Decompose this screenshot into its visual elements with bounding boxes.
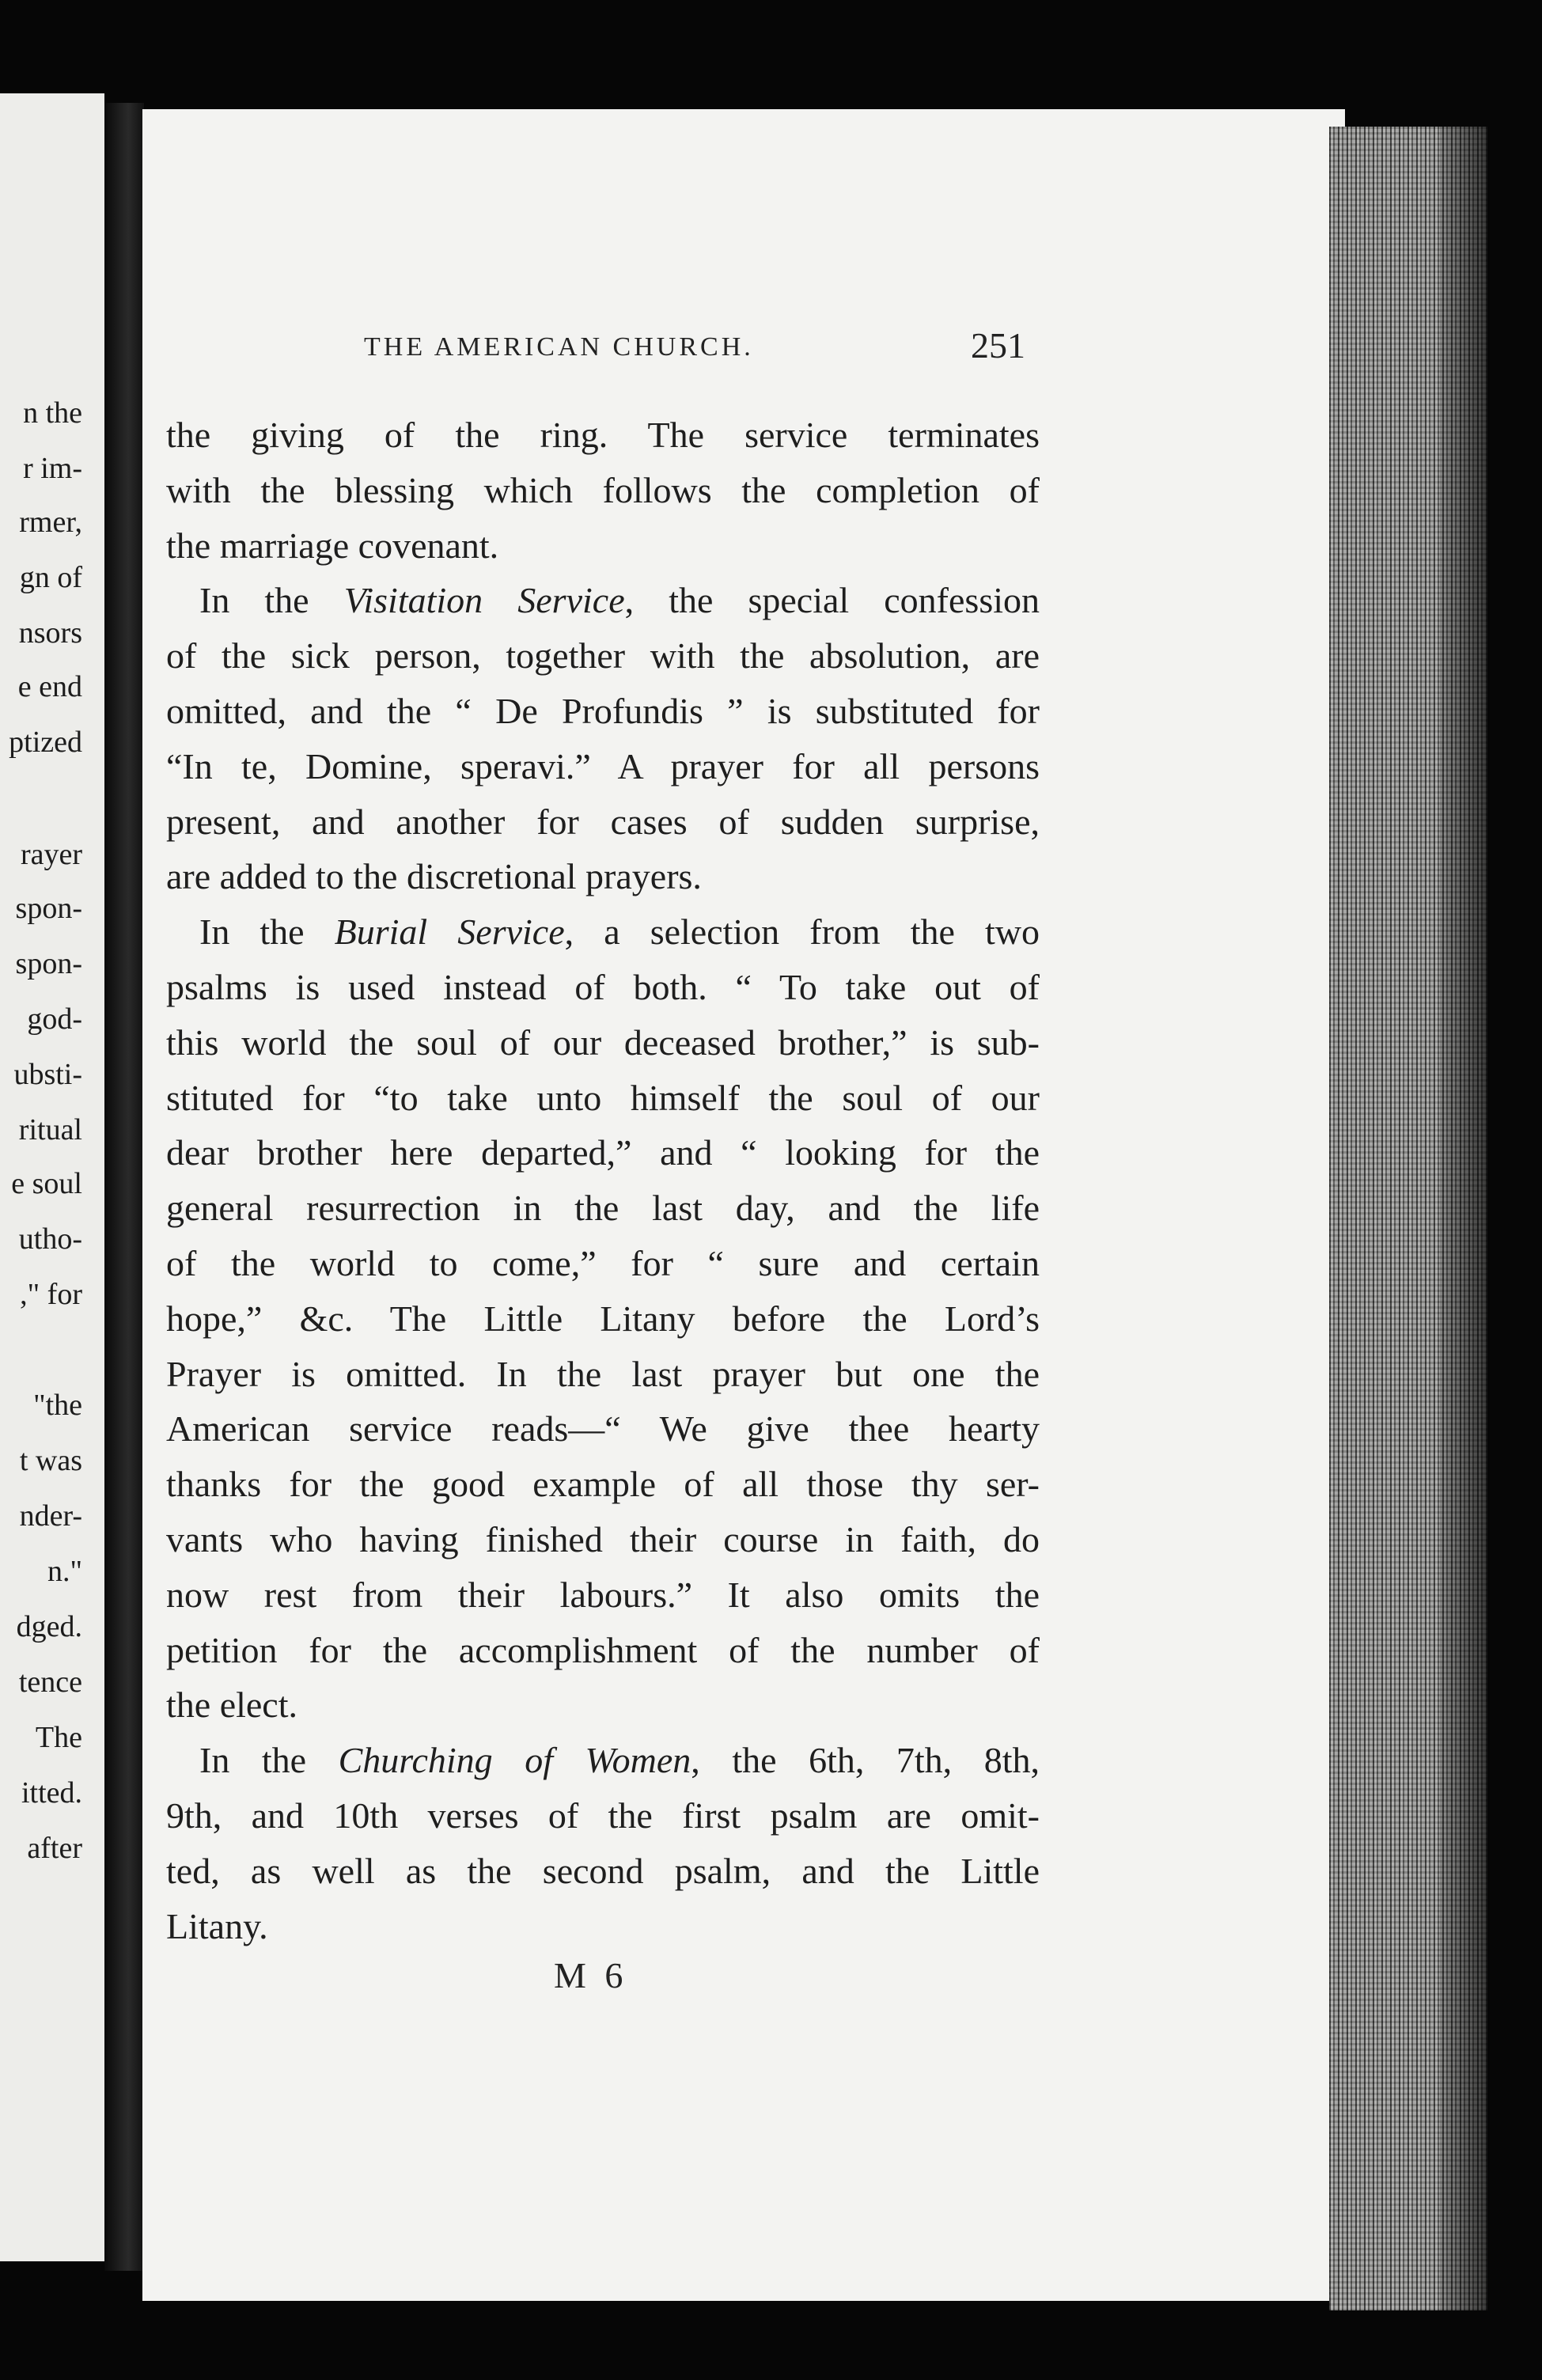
text-line [166,407,1040,463]
text-line [166,1457,1040,1512]
text-line [166,739,1040,794]
facing-page-line-fragment: rmer, [19,506,82,539]
text-line [166,1125,1040,1181]
facing-page-line-fragment: nsors [18,616,82,650]
facing-page-line-fragment: spon- [15,947,82,980]
facing-page-line-fragment: dged. [16,1610,82,1643]
facing-page-fragment [0,93,104,2261]
text-run: thanks for the good example of all those thy ser- [166,1464,1040,1505]
italic-title: Burial Service [334,911,565,953]
text-run: American service reads—“ We give thee hearty [166,1408,1040,1450]
text-run: this world the soul of our deceased brother,” is sub- [166,1021,1040,1063]
facing-page-line-fragment: nder- [19,1499,82,1533]
text-line [166,1347,1040,1402]
text-run: , a selection from the two [564,911,1040,953]
facing-page-line-fragment: "the [33,1389,82,1422]
text-line [166,1512,1040,1567]
text-run: 9th, and 10th verses of the first psalm are omit- [166,1794,1040,1836]
text-line [166,1733,1040,1788]
text-line [166,1899,1040,1954]
facing-page-line-fragment: e soul [11,1167,82,1200]
text-run: are added to the discretional prayers. [166,856,702,897]
facing-page-line-fragment: gn of [19,561,82,594]
text-line [166,1567,1040,1623]
page-edge-stack [1329,127,1487,2310]
text-run: In the [199,1740,339,1781]
text-run: vants who having finished their course in faith, do [166,1518,1040,1560]
text-run: dear brother here departed,” and “ looking for the [166,1132,1040,1173]
text-run: ted, as well as the second psalm, and the Little [166,1850,1040,1891]
text-run: , the 6th, 7th, 8th, [691,1740,1040,1781]
text-line [166,518,1040,574]
facing-page-line-fragment: The [35,1721,82,1754]
text-run: “In te, Domine, speravi.” A prayer for all persons [166,745,1040,786]
text-line [166,1015,1040,1071]
signature-mark: M 6 [554,1955,628,1995]
text-run: now rest from their labours.” It also omits the [166,1574,1040,1615]
facing-page-line-fragment: e end [17,670,82,703]
text-line [166,1844,1040,1899]
text-line [166,794,1040,850]
facing-page-line-fragment: ptized [9,726,82,759]
text-run: of the world to come,” for “ sure and certain [166,1242,1040,1283]
text-line [166,573,1040,628]
page-number: 251 [971,325,1025,366]
facing-page-line-fragment: tence [18,1666,82,1699]
text-line [166,1401,1040,1457]
page-body-text [166,407,1040,1954]
facing-page-line-fragment: ," for [20,1278,82,1311]
text-line [166,684,1040,739]
text-line [166,1181,1040,1236]
text-line [166,1291,1040,1347]
text-line [166,904,1040,960]
text-line [166,849,1040,904]
text-run: the marriage covenant. [166,525,499,566]
running-header: THE AMERICAN CHURCH. [364,332,754,362]
facing-page-line-fragment: r im- [23,452,82,485]
text-line [166,1677,1040,1733]
book-gutter [104,103,144,2271]
text-run: with the blessing which follows the completion of [166,469,1040,510]
text-run: stituted for “to take unto himself the soul of our [166,1077,1040,1118]
italic-title: Visitation Service [343,580,625,621]
text-run: general resurrection in the last day, and the life [166,1188,1040,1229]
facing-page-line-fragment: spon- [15,892,82,925]
text-run: the giving of the ring. The service terminates [166,415,1040,455]
facing-page-line-fragment: utho- [18,1222,82,1256]
text-run: present, and another for cases of sudden surprise, [166,801,1040,842]
text-run: Litany. [166,1905,268,1946]
facing-page-line-fragment: rayer [20,838,82,871]
text-line [166,960,1040,1015]
facing-page-line-fragment: god- [27,1002,82,1036]
facing-page-line-fragment: itted. [21,1776,82,1810]
text-run: the elect. [166,1685,298,1726]
text-run: Prayer is omitted. In the last prayer but one the [166,1353,1040,1394]
italic-title: Churching of Women [338,1740,691,1781]
facing-page-line-fragment: after [27,1832,82,1865]
facing-page-line-fragment: ritual [18,1113,82,1146]
text-run: hope,” &c. The Little Litany before the Lord’s [166,1298,1040,1339]
text-line [166,1623,1040,1678]
text-run: In the [199,911,335,953]
text-line [166,1071,1040,1126]
facing-page-line-fragment: n the [23,396,82,430]
text-run: omitted, and the “ De Profundis ” is substituted for [166,690,1040,731]
text-line [166,463,1040,518]
text-run: psalms is used instead of both. “ To take out of [166,966,1040,1007]
facing-page-line-fragment: ubsti- [13,1058,82,1091]
text-line [166,628,1040,684]
facing-page-line-fragment: n." [47,1555,82,1588]
text-run: petition for the accomplishment of the number of [166,1629,1040,1670]
text-run: of the sick person, together with the absolution, are [166,635,1040,676]
text-run: , the special confession [624,580,1040,621]
facing-page-line-fragment: t was [19,1444,82,1477]
text-line [166,1236,1040,1291]
text-line [166,1788,1040,1844]
text-run: In the [199,580,344,621]
